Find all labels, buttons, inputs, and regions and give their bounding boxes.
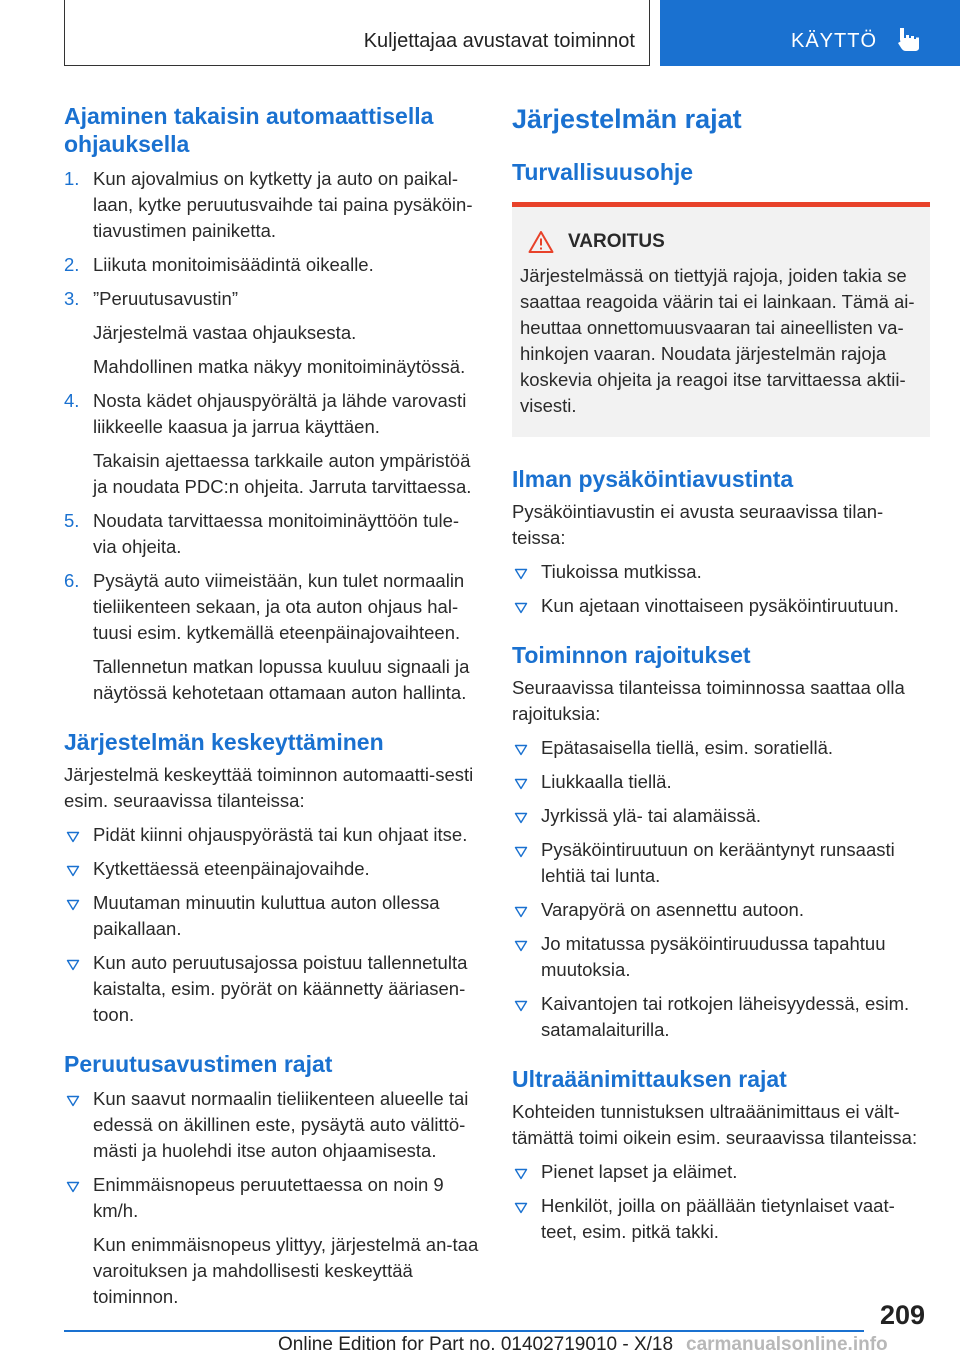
steps-list: [64, 166, 482, 706]
bullet-item: [64, 1086, 482, 1164]
step-note: Tallennetun matkan lopussa kuuluu signaali ja näytössä kehotetaan ottamaan auton hallinta.: [93, 656, 470, 703]
bullet-triangle-icon: [514, 940, 528, 952]
reverse-assist-limits-list: [64, 1086, 482, 1310]
bullet-triangle-icon: [66, 831, 80, 843]
warning-header: [520, 229, 922, 255]
interruption-list: [64, 822, 482, 1028]
step-number: 1.: [64, 168, 80, 189]
step-note: Järjestelmä vastaa ohjauksesta.: [93, 322, 357, 343]
step-number: 2.: [64, 254, 80, 275]
step-number: 3.: [64, 288, 80, 309]
bullet-text: Pienet lapset ja eläimet.: [541, 1161, 738, 1182]
bullet-text: Jo mitatussa pysäköintiruudussa tapahtuu muutoksia.: [541, 933, 886, 980]
bullet-item: [512, 1193, 930, 1245]
bullet-note: Kun enimmäisnopeus ylittyy, järjestelmä an-taa varoituksen ja mahdollisesti keskeyttää toiminnon.: [93, 1234, 479, 1307]
bullet-text: Jyrkissä ylä- tai alamäissä.: [541, 805, 762, 826]
bullet-text: Pidät kiinni ohjauspyörästä tai kun ohjaat itse.: [93, 824, 468, 845]
bullet-item: [512, 559, 930, 585]
heading-reverse-assist-limits: Peruutusavustimen rajat: [64, 1051, 333, 1077]
bullet-text: Epätasaisella tiellä, esim. soratiellä.: [541, 737, 834, 758]
footer-divider: [64, 1330, 864, 1332]
heading-without-park-assist: Ilman pysäköintiavustinta: [512, 466, 794, 492]
step-item: [64, 286, 482, 312]
bullet-text: Kun saavut normaalin tieliikenteen alueelle tai edessä on äkillinen este, pysäytä auto välittö-mästi ja huolehdi itse auton ohjaamisesta.: [93, 1088, 469, 1161]
bullet-triangle-icon: [514, 846, 528, 858]
bullet-text: Kaivantojen tai rotkojen läheisyydessä, esim. satamalaiturilla.: [541, 993, 910, 1040]
step-item: [64, 166, 482, 244]
bullet-triangle-icon: [66, 899, 80, 911]
bullet-text: Kun ajetaan vinottaiseen pysäköintiruutuun.: [541, 595, 899, 616]
step-number: 6.: [64, 570, 80, 591]
bullet-item: [64, 822, 482, 848]
header-section-title: Kuljettajaa avustavat toiminnot: [363, 30, 635, 52]
bullet-item: [512, 769, 930, 795]
ultrasound-limits-intro: Kohteiden tunnistuksen ultraäänimittaus ei vält-tämättä toimi oikein esim. seuraavissa tilanteissa:: [512, 1101, 918, 1148]
bullet-text: Enimmäisnopeus peruutettaessa on noin 9 km/h.: [93, 1174, 444, 1221]
heading-reverse-auto-steer: Ajaminen takaisin automaattisella ohjauksella: [64, 103, 434, 157]
warning-text: Järjestelmässä on tiettyjä rajoja, joiden takia se saattaa reagoida väärin tai ei lainkaan. Tämä ai-heuttaa onnettomuusvaaran tai aineellisten va-hinkojen vaaran. Noudata järjestelmän rajoja koskevia ohjeita ja reagoi itse tarvittaessa aktii-visesti.: [520, 265, 915, 416]
bullet-item: [64, 1172, 482, 1224]
bullet-text: Kytkettäessä eteenpäinajovaihde.: [93, 858, 370, 879]
header-tab-label: KÄYTTÖ: [791, 30, 878, 52]
step-number: 5.: [64, 510, 80, 531]
right-column: [512, 102, 930, 1245]
bullet-item: [512, 897, 930, 923]
heading-system-limits: Järjestelmän rajat: [512, 104, 742, 134]
bullet-triangle-icon: [514, 778, 528, 790]
function-limits-list: [512, 735, 930, 1043]
bullet-item: [512, 735, 930, 761]
heading-interruption: Järjestelmän keskeyttäminen: [64, 729, 384, 755]
bullet-item: [512, 593, 930, 619]
step-text: Noudata tarvittaessa monitoiminäyttöön tule-via ohjeita.: [93, 510, 460, 557]
footer-edition: Online Edition for Part no. 01402719010 - X/18: [278, 1334, 674, 1355]
bullet-triangle-icon: [66, 1095, 80, 1107]
bullet-item: [512, 931, 930, 983]
bullet-text: Pysäköintiruutuun on kerääntynyt runsaasti lehtiä tai lunta.: [541, 839, 895, 886]
step-text: Liikuta monitoimisäädintä oikealle.: [93, 254, 374, 275]
heading-function-limits: Toiminnon rajoitukset: [512, 642, 751, 668]
bullet-triangle-icon: [514, 906, 528, 918]
step-text: Nosta kädet ohjauspyörältä ja lähde varovasti liikkeelle kaasua ja jarrua käyttäen.: [93, 390, 467, 437]
bullet-triangle-icon: [66, 865, 80, 877]
bullet-item: [64, 856, 482, 882]
header-section-box: [64, 0, 650, 66]
header-chapter-tab: [660, 0, 960, 66]
without-park-assist-intro: Pysäköintiavustin ei avusta seuraavissa tilan-teissa:: [512, 501, 884, 548]
bullet-triangle-icon: [514, 1202, 528, 1214]
bullet-triangle-icon: [514, 812, 528, 824]
step-item: [64, 388, 482, 440]
step-note: Mahdollinen matka näkyy monitoiminäytössä.: [93, 356, 466, 377]
step-note: Takaisin ajettaessa tarkkaile auton ympäristöä ja noudata PDC:n ohjeita. Jarruta tarvittaessa.: [93, 450, 472, 497]
bullet-triangle-icon: [514, 1168, 528, 1180]
step-item: [64, 568, 482, 646]
ultrasound-limits-list: [512, 1159, 930, 1245]
left-column: [64, 102, 482, 1310]
step-item: [64, 252, 482, 278]
step-text: Pysäytä auto viimeistään, kun tulet normaalin tieliikenteen sekaan, ja ota auton ohjaus hal-tuusi esim. kytkemällä eteenpäinajovaihteen.: [93, 570, 465, 643]
step-text: Kun ajovalmius on kytketty ja auto on paikal-laan, kytke peruutusvaihde tai paina pysäköin-tiavustimen painiketta.: [93, 168, 473, 241]
bullet-item: [512, 991, 930, 1043]
heading-safety: Turvallisuusohje: [512, 159, 694, 185]
warning-box: [512, 202, 930, 437]
warning-label: VAROITUS: [568, 231, 665, 252]
bullet-triangle-icon: [514, 1000, 528, 1012]
without-park-assist-list: [512, 559, 930, 619]
bullet-text: Tiukoissa mutkissa.: [541, 561, 702, 582]
bullet-text: Liukkaalla tiellä.: [541, 771, 672, 792]
heading-ultrasound-limits: Ultraäänimittauksen rajat: [512, 1066, 787, 1092]
step-text: ”Peruutusavustin”: [93, 288, 238, 309]
warning-triangle-icon: [528, 230, 554, 254]
interruption-intro: Järjestelmä keskeyttää toiminnon automaatti-sesti esim. seuraavissa tilanteissa:: [64, 764, 474, 811]
bullet-text: Kun auto peruutusajossa poistuu tallennetulta kaistalta, esim. pyörät on käännetty ääriasen-toon.: [93, 952, 468, 1025]
bullet-triangle-icon: [514, 602, 528, 614]
function-limits-intro: Seuraavissa tilanteissa toiminnossa saattaa olla rajoituksia:: [512, 677, 905, 724]
bullet-item: [512, 803, 930, 829]
bullet-text: Henkilöt, joilla on päällään tietynlaiset vaat-teet, esim. pitkä takki.: [541, 1195, 895, 1242]
bullet-triangle-icon: [514, 744, 528, 756]
watermark: carmanualsonline.info: [686, 1334, 888, 1355]
step-item: [64, 508, 482, 560]
bullet-item: [64, 950, 482, 1028]
bullet-triangle-icon: [514, 568, 528, 580]
bullet-triangle-icon: [66, 1181, 80, 1193]
bullet-text: Varapyörä on asennettu autoon.: [541, 899, 804, 920]
bullet-text: Muutaman minuutin kuluttua auton ollessa paikallaan.: [93, 892, 440, 939]
bullet-item: [512, 837, 930, 889]
step-number: 4.: [64, 390, 80, 411]
bullet-triangle-icon: [66, 959, 80, 971]
page-number: 209: [880, 1300, 926, 1330]
bullet-item: [512, 1159, 930, 1185]
bullet-item: [64, 890, 482, 942]
pointing-hand-icon: [896, 26, 922, 52]
